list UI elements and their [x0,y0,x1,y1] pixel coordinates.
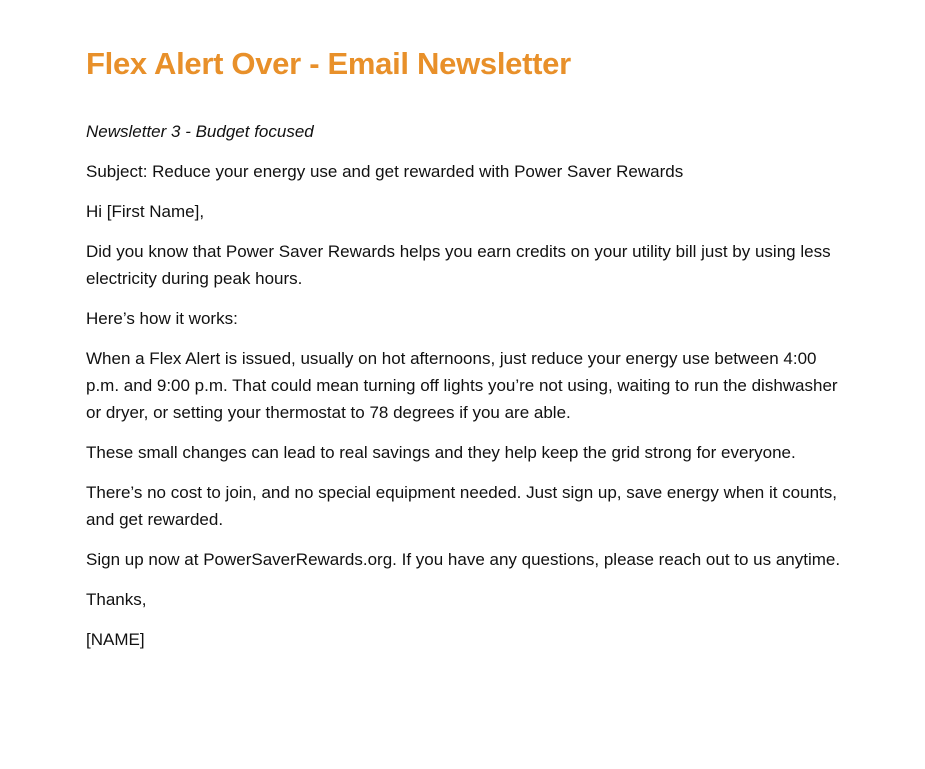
body-paragraph-flex-alert: When a Flex Alert is issued, usually on hot afternoons, just reduce your energy use between 4:00 p.m. and 9:00 p.m. That could mean turning off lights you’re not using, waiting to run the dishwasher or dryer, or setting your thermostat to 78 degrees if you are able. [86,349,838,422]
signature: [NAME] [86,630,145,649]
body-paragraph-sign-up: Sign up now at PowerSaverRewards.org. If you have any questions, please reach out to us anytime. [86,550,841,569]
document-page [86,44,846,666]
newsletter-label: Newsletter 3 - Budget focused [86,122,314,141]
closing: Thanks, [86,590,147,609]
body-paragraph-intro: Did you know that Power Saver Rewards helps you earn credits on your utility bill just by using less electricity during peak hours. [86,242,831,288]
body-paragraph-how-it-works: Here’s how it works: [86,309,238,328]
body-paragraph-savings: These small changes can lead to real savings and they help keep the grid strong for everyone. [86,443,796,462]
body-paragraph-no-cost: There’s no cost to join, and no special equipment needed. Just sign up, save energy when it counts, and get rewarded. [86,483,837,529]
greeting: Hi [First Name], [86,202,205,221]
email-subject-line: Subject: Reduce your energy use and get rewarded with Power Saver Rewards [86,162,684,181]
document-title: Flex Alert Over - Email Newsletter [86,46,571,81]
